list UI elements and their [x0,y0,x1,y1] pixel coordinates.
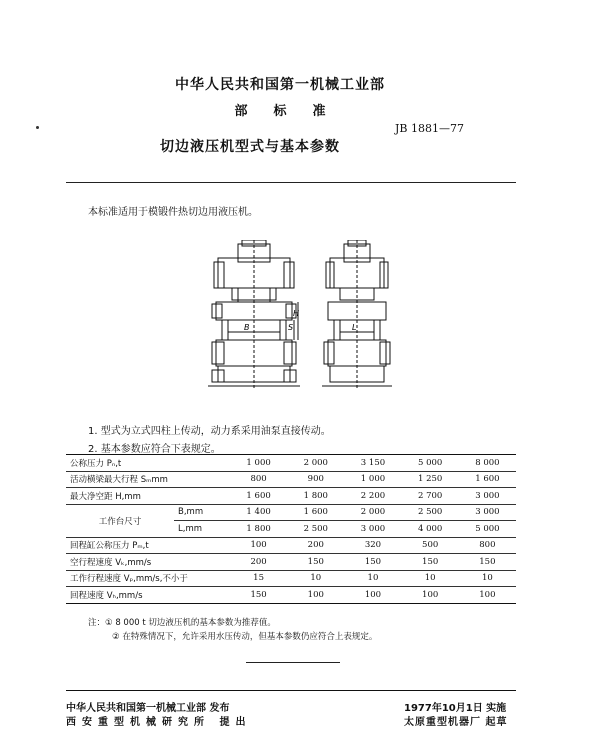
label-b: B [244,323,250,332]
footer-issuer: 中华人民共和国第一机械工业部 发布 [66,703,230,714]
table-cell: 150 [402,554,459,571]
table-cell: 1 000 [344,471,401,488]
table-row [66,455,516,472]
table-cell: 320 [344,537,401,554]
table-cell: 150 [230,587,287,604]
label-l: L [352,323,357,332]
sub-label: L,mm [174,521,230,538]
table-cell: 200 [287,537,344,554]
note-2: 2. 基本参数应符合下表规定。 [88,444,221,455]
table-cell: 100 [459,587,516,604]
table-cell: 2 500 [287,521,344,538]
group-label: 工作台尺寸 [66,504,174,537]
top-rule [66,182,516,183]
scope-text: 本标准适用于模锻件热切边用液压机。 [88,207,258,218]
table-cell: 15 [230,570,287,587]
standard-type: 部标准 [234,104,352,119]
note-1: 1. 型式为立式四柱上传动，动力系采用油泵直接传动。 [88,426,331,437]
parameter-table [66,454,516,604]
ministry-header: 中华人民共和国第一机械工业部 [175,77,385,93]
document-title: 切边液压机型式与基本参数 [160,139,340,155]
table-cell: 3 000 [459,504,516,521]
row-label: 工作行程速度 Vₚ,mm/s,不小于 [66,570,230,587]
row-label: 空行程速度 Vₖ,mm/s [66,554,230,571]
row-label: 回程速度 Vₕ,mm/s [66,587,230,604]
table-cell: 100 [402,587,459,604]
table-cell: 2 700 [402,488,459,505]
footer-drafter-2: 太原重型机器厂 起草 [404,717,508,728]
table-cell: 10 [287,570,344,587]
table-cell: 150 [459,554,516,571]
table-cell: 800 [459,537,516,554]
table-cell: 2 200 [344,488,401,505]
footer-date: 1977年10月1日 实施 [404,703,507,714]
table-cell: 10 [344,570,401,587]
sub-label: B,mm [174,504,230,521]
footer-rule [66,690,516,691]
row-label: 最大净空距 H,mm [66,488,230,505]
table-cell: 1 600 [459,471,516,488]
table-row [66,488,516,505]
press-front-view-diagram [208,240,300,390]
table-cell: 100 [230,537,287,554]
footnote-1: 注：① 8 000 t 切边液压机的基本参数为推荐值。 [88,618,276,628]
table-cell: 900 [287,471,344,488]
table-cell: 150 [287,554,344,571]
table-cell: 4 000 [402,521,459,538]
table-cell: 100 [344,587,401,604]
table-row [66,537,516,554]
table-row [66,554,516,571]
table-cell: 10 [459,570,516,587]
press-side-view-diagram [322,240,392,390]
footer-drafter: 西安重型机械研究所 提出 [66,717,252,728]
table-row [66,504,516,521]
table-cell: 100 [287,587,344,604]
table-cell: 3 000 [459,488,516,505]
table-cell: 150 [344,554,401,571]
table-cell: 1 800 [230,521,287,538]
table-cell: 8 000 [459,455,516,472]
table-cell: 1 250 [402,471,459,488]
table-cell: 200 [230,554,287,571]
row-label: 公称压力 Pₙ,t [66,455,230,472]
table-cell: 3 000 [344,521,401,538]
table-cell: 1 000 [230,455,287,472]
end-rule [246,662,340,663]
table-cell: 800 [230,471,287,488]
table-cell: 1 600 [230,488,287,505]
row-label: 回程缸公称压力 Pₘ,t [66,537,230,554]
table-cell: 500 [402,537,459,554]
table-cell: 10 [402,570,459,587]
standard-code: JB 1881—77 [395,122,464,135]
table-row [66,471,516,488]
table-cell: 3 150 [344,455,401,472]
footnote-2: ② 在特殊情况下，允许采用水压传动，但基本参数仍应符合上表规定。 [112,632,378,642]
table-cell: 1 800 [287,488,344,505]
label-s: S [288,323,294,332]
table-cell: 2 500 [402,504,459,521]
table-cell: 5 000 [402,455,459,472]
table-row [66,587,516,604]
table-row [66,570,516,587]
table-cell: 2 000 [287,455,344,472]
label-h: H [293,309,300,318]
table-cell: 1 400 [230,504,287,521]
table-cell: 2 000 [344,504,401,521]
table-cell: 5 000 [459,521,516,538]
table-cell: 1 600 [287,504,344,521]
scan-speck [36,126,39,129]
row-label: 活动横梁最大行程 Sₘmm [66,471,230,488]
